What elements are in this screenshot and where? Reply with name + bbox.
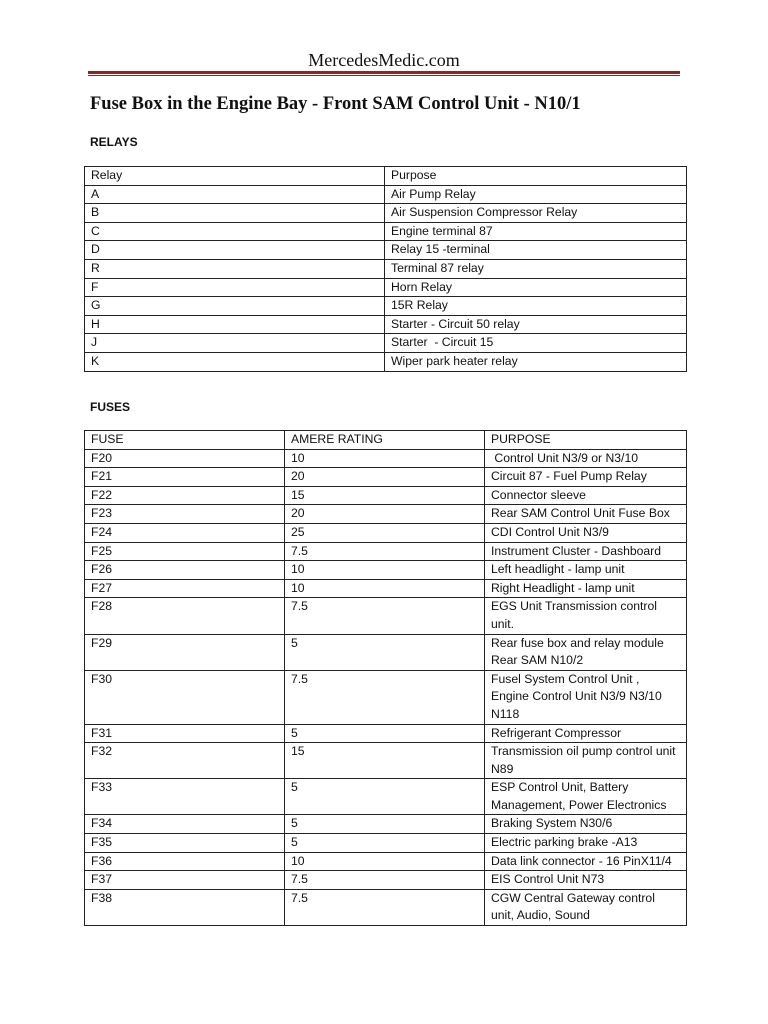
- relay-id-cell: B: [85, 204, 385, 223]
- relay-purpose-cell: Air Suspension Compressor Relay: [385, 204, 687, 223]
- fuse-id-cell: F24: [85, 523, 285, 542]
- relay-purpose-cell: Terminal 87 relay: [385, 259, 687, 278]
- relay-purpose-cell: Starter - Circuit 15: [385, 334, 687, 353]
- fuse-purpose-cell: Circuit 87 - Fuel Pump Relay: [485, 468, 687, 487]
- fuse-purpose-cell: EGS Unit Transmission control unit.: [485, 598, 687, 634]
- relay-purpose-cell: Wiper park heater relay: [385, 352, 687, 371]
- fuse-row: [85, 779, 687, 815]
- relay-row: [85, 352, 687, 371]
- ampere-rating-cell: 5: [285, 815, 485, 834]
- fuse-purpose-cell: CDI Control Unit N3/9: [485, 523, 687, 542]
- fuse-purpose-column-header: PURPOSE: [485, 431, 687, 450]
- fuse-row: [85, 815, 687, 834]
- relay-id-cell: J: [85, 334, 385, 353]
- relay-row: [85, 222, 687, 241]
- fuse-purpose-cell: Right Headlight - lamp unit: [485, 579, 687, 598]
- ampere-rating-cell: 10: [285, 561, 485, 580]
- relay-row: [85, 185, 687, 204]
- fuse-row: [85, 852, 687, 871]
- fuse-id-cell: F33: [85, 779, 285, 815]
- fuse-row: [85, 468, 687, 487]
- fuse-purpose-cell: Left headlight - lamp unit: [485, 561, 687, 580]
- fuse-id-cell: F20: [85, 449, 285, 468]
- relay-row: [85, 334, 687, 353]
- fuse-id-cell: F28: [85, 598, 285, 634]
- fuses-table-body: [85, 431, 687, 926]
- fuse-id-cell: F34: [85, 815, 285, 834]
- ampere-rating-cell: 5: [285, 724, 485, 743]
- fuse-row: [85, 871, 687, 890]
- fuse-purpose-cell: EIS Control Unit N73: [485, 871, 687, 890]
- fuse-row: [85, 634, 687, 670]
- ampere-rating-cell: 7.5: [285, 598, 485, 634]
- ampere-rating-column-header: AMERE RATING: [285, 431, 485, 450]
- fuse-id-cell: F22: [85, 486, 285, 505]
- fuse-row: [85, 542, 687, 561]
- fuse-purpose-cell: Data link connector - 16 PinX11/4: [485, 852, 687, 871]
- fuses-heading: FUSES: [90, 400, 131, 414]
- fuse-row: [85, 561, 687, 580]
- ampere-rating-cell: 7.5: [285, 889, 485, 925]
- fuse-row: [85, 486, 687, 505]
- relay-id-cell: D: [85, 241, 385, 260]
- site-header: MercedesMedic.com: [308, 50, 460, 70]
- relays-header-row: [85, 167, 687, 186]
- relay-row: [85, 241, 687, 260]
- fuse-id-cell: F36: [85, 852, 285, 871]
- relay-purpose-cell: Starter - Circuit 50 relay: [385, 315, 687, 334]
- relay-id-cell: H: [85, 315, 385, 334]
- fuse-purpose-cell: Fusel System Control Unit , Engine Control Unit N3/9 N3/10 N118: [485, 670, 687, 724]
- header-divider: [88, 71, 680, 77]
- relays-table-body: [85, 167, 687, 372]
- fuses-table: [84, 430, 687, 926]
- fuse-row: [85, 523, 687, 542]
- relay-row: [85, 204, 687, 223]
- relay-row: [85, 278, 687, 297]
- fuse-purpose-cell: Refrigerant Compressor: [485, 724, 687, 743]
- fuse-row: [85, 579, 687, 598]
- fuse-id-cell: F26: [85, 561, 285, 580]
- ampere-rating-cell: 25: [285, 523, 485, 542]
- fuse-id-cell: F27: [85, 579, 285, 598]
- fuse-purpose-cell: ESP Control Unit, Battery Management, Power Electronics: [485, 779, 687, 815]
- fuse-id-cell: F35: [85, 834, 285, 853]
- page-title: Fuse Box in the Engine Bay - Front SAM Control Unit - N10/1: [90, 94, 581, 114]
- relay-id-cell: F: [85, 278, 385, 297]
- relay-column-header: Relay: [85, 167, 385, 186]
- relay-id-cell: G: [85, 297, 385, 316]
- header-divider-thin: [88, 75, 680, 76]
- relays-table: [84, 166, 687, 372]
- fuse-id-cell: F25: [85, 542, 285, 561]
- fuse-id-cell: F23: [85, 505, 285, 524]
- fuse-id-cell: F37: [85, 871, 285, 890]
- fuse-id-cell: F21: [85, 468, 285, 487]
- ampere-rating-cell: 5: [285, 634, 485, 670]
- fuse-purpose-cell: Connector sleeve: [485, 486, 687, 505]
- fuse-row: [85, 724, 687, 743]
- ampere-rating-cell: 7.5: [285, 670, 485, 724]
- header-divider-thick: [88, 71, 680, 74]
- fuse-id-cell: F30: [85, 670, 285, 724]
- fuse-purpose-cell: Rear fuse box and relay module Rear SAM N10/2: [485, 634, 687, 670]
- fuse-purpose-cell: Electric parking brake -A13: [485, 834, 687, 853]
- relay-purpose-cell: Relay 15 -terminal: [385, 241, 687, 260]
- relay-purpose-cell: Engine terminal 87: [385, 222, 687, 241]
- relay-purpose-cell: 15R Relay: [385, 297, 687, 316]
- fuse-purpose-cell: Control Unit N3/9 or N3/10: [485, 449, 687, 468]
- fuse-id-cell: F29: [85, 634, 285, 670]
- ampere-rating-cell: 7.5: [285, 542, 485, 561]
- ampere-rating-cell: 5: [285, 834, 485, 853]
- fuse-row: [85, 449, 687, 468]
- ampere-rating-cell: 15: [285, 486, 485, 505]
- fuse-id-cell: F31: [85, 724, 285, 743]
- fuse-purpose-cell: Instrument Cluster - Dashboard: [485, 542, 687, 561]
- fuses-header-row: [85, 431, 687, 450]
- relay-row: [85, 297, 687, 316]
- fuse-purpose-cell: Braking System N30/6: [485, 815, 687, 834]
- fuse-row: [85, 505, 687, 524]
- fuse-row: [85, 670, 687, 724]
- fuse-row: [85, 743, 687, 779]
- fuse-row: [85, 834, 687, 853]
- ampere-rating-cell: 20: [285, 468, 485, 487]
- relay-id-cell: K: [85, 352, 385, 371]
- relays-heading: RELAYS: [90, 135, 138, 149]
- purpose-column-header: Purpose: [385, 167, 687, 186]
- relay-purpose-cell: Horn Relay: [385, 278, 687, 297]
- relay-row: [85, 259, 687, 278]
- fuse-column-header: FUSE: [85, 431, 285, 450]
- ampere-rating-cell: 5: [285, 779, 485, 815]
- relay-row: [85, 315, 687, 334]
- fuse-row: [85, 889, 687, 925]
- ampere-rating-cell: 15: [285, 743, 485, 779]
- relay-purpose-cell: Air Pump Relay: [385, 185, 687, 204]
- fuse-id-cell: F38: [85, 889, 285, 925]
- fuse-purpose-cell: CGW Central Gateway control unit, Audio, Sound: [485, 889, 687, 925]
- relay-id-cell: R: [85, 259, 385, 278]
- fuse-id-cell: F32: [85, 743, 285, 779]
- ampere-rating-cell: 10: [285, 852, 485, 871]
- ampere-rating-cell: 7.5: [285, 871, 485, 890]
- relay-id-cell: C: [85, 222, 385, 241]
- fuse-purpose-cell: Transmission oil pump control unit N89: [485, 743, 687, 779]
- fuse-row: [85, 598, 687, 634]
- ampere-rating-cell: 10: [285, 579, 485, 598]
- fuse-purpose-cell: Rear SAM Control Unit Fuse Box: [485, 505, 687, 524]
- ampere-rating-cell: 10: [285, 449, 485, 468]
- ampere-rating-cell: 20: [285, 505, 485, 524]
- relay-id-cell: A: [85, 185, 385, 204]
